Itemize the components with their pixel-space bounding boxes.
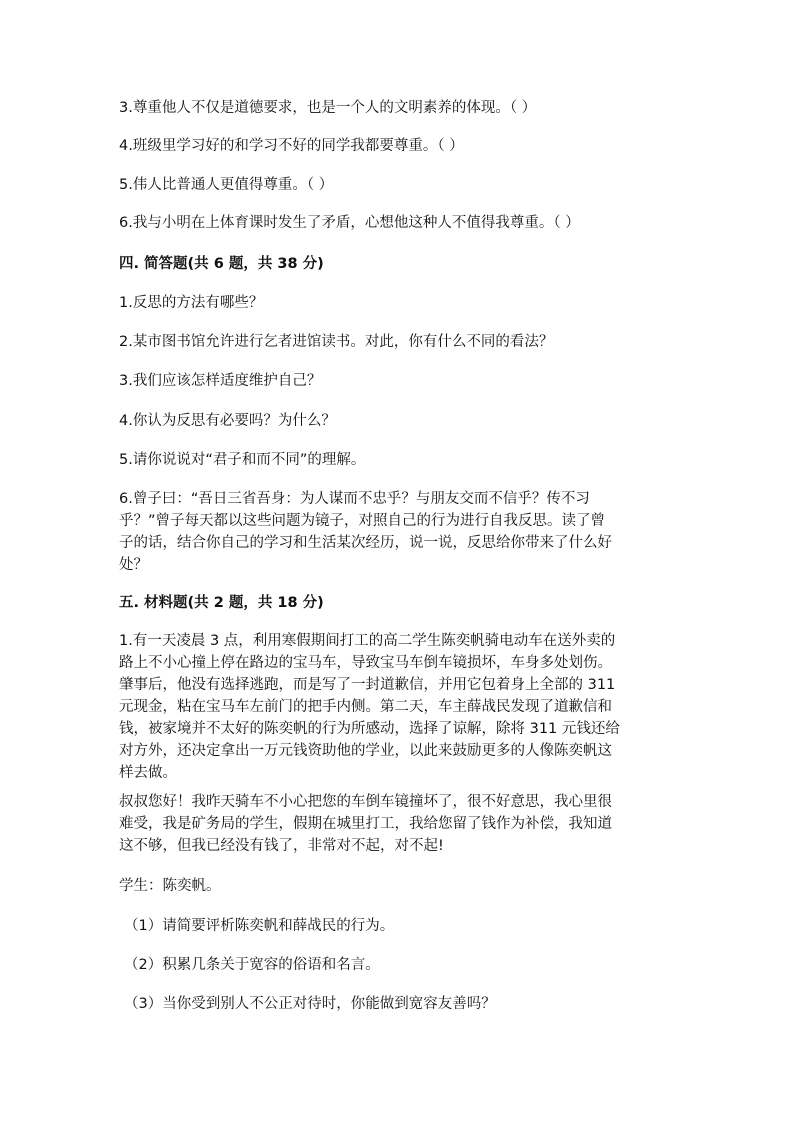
section-5-title: 五. 材料题(共 2 题，共 18 分) xyxy=(119,595,324,611)
short-answer-q3: 3.我们应该怎样适度维护自己？ xyxy=(119,373,322,389)
short-answer-q1: 1.反思的方法有哪些？ xyxy=(119,295,264,311)
short-answer-q6 xyxy=(119,488,679,576)
material-line: 钱，被家境并不太好的陈奕帆的行为所感动，选择了谅解，除将 311 元钱还给 xyxy=(119,721,620,737)
q6-line: 处？ xyxy=(119,557,148,573)
q6-line: 乎？”曾子每天都以这些问题为镜子，对照自己的行为进行自我反思。读了曾 xyxy=(119,513,606,529)
material-subquestion-3: （3）当你受到别人不公正对待时，你能做到宽容友善吗？ xyxy=(124,996,496,1012)
short-answer-q4: 4.你认为反思有必要吗？为什么？ xyxy=(119,413,336,429)
q6-line: 6.曾子曰：“吾日三省吾身：为人谋而不忠乎？与朋友交而不信乎？传不习 xyxy=(119,491,590,507)
material-paragraph xyxy=(119,630,679,784)
judgement-item-4: 4.班级里学习好的和学习不好的同学我都要尊重。（ ） xyxy=(119,138,464,154)
letter-signature: 学生：陈奕帆。 xyxy=(119,878,221,894)
short-answer-q2: 2.某市图书馆允许进行乞者进馆读书。对此，你有什么不同的看法？ xyxy=(119,334,554,350)
judgement-item-3: 3.尊重他人不仅是道德要求，也是一个人的文明素养的体现。（ ） xyxy=(119,100,537,116)
judgement-item-6: 6.我与小明在上体育课时发生了矛盾，心想他这种人不值得我尊重。（ ） xyxy=(119,215,580,231)
letter-line: 叔叔您好！我昨天骑车不小心把您的车倒车镜撞坏了，很不好意思，我心里很 xyxy=(119,794,612,810)
judgement-item-5: 5.伟人比普通人更值得尊重。（ ） xyxy=(119,177,334,193)
short-answer-q5: 5.请你说说对“君子和而不同”的理解。 xyxy=(119,452,366,468)
material-subquestion-2: （2）积累几条关于宽容的俗语和名言。 xyxy=(124,957,380,973)
apology-letter xyxy=(119,791,679,857)
letter-line: 这不够，但我已经没有钱了，非常对不起，对不起! xyxy=(119,838,444,854)
material-line: 肇事后，他没有选择逃跑，而是写了一封道歉信，并用它包着身上全部的 311 xyxy=(119,677,616,693)
section-4-title: 四. 简答题(共 6 题，共 38 分) xyxy=(119,256,324,272)
material-line: 对方外，还决定拿出一万元钱资助他的学业，以此来鼓励更多的人像陈奕帆这 xyxy=(119,743,612,759)
material-line: 样去做。 xyxy=(119,765,177,781)
material-line: 路上不小心撞上停在路边的宝马车，导致宝马车倒车镜损坏，车身多处划伤。 xyxy=(119,655,612,671)
material-subquestion-1: （1）请简要评析陈奕帆和薛战民的行为。 xyxy=(124,918,395,934)
material-line: 元现金，粘在宝马车左前门的把手内侧。第二天，车主薛战民发现了道歉信和 xyxy=(119,699,612,715)
q6-line: 子的话，结合你自己的学习和生活某次经历，说一说，反思给你带来了什么好 xyxy=(119,535,612,551)
material-line: 1.有一天凌晨 3 点，利用寒假期间打工的高二学生陈奕帆骑电动车在送外卖的 xyxy=(119,633,616,649)
letter-line: 难受，我是矿务局的学生，假期在城里打工，我给您留了钱作为补偿，我知道 xyxy=(119,816,612,832)
